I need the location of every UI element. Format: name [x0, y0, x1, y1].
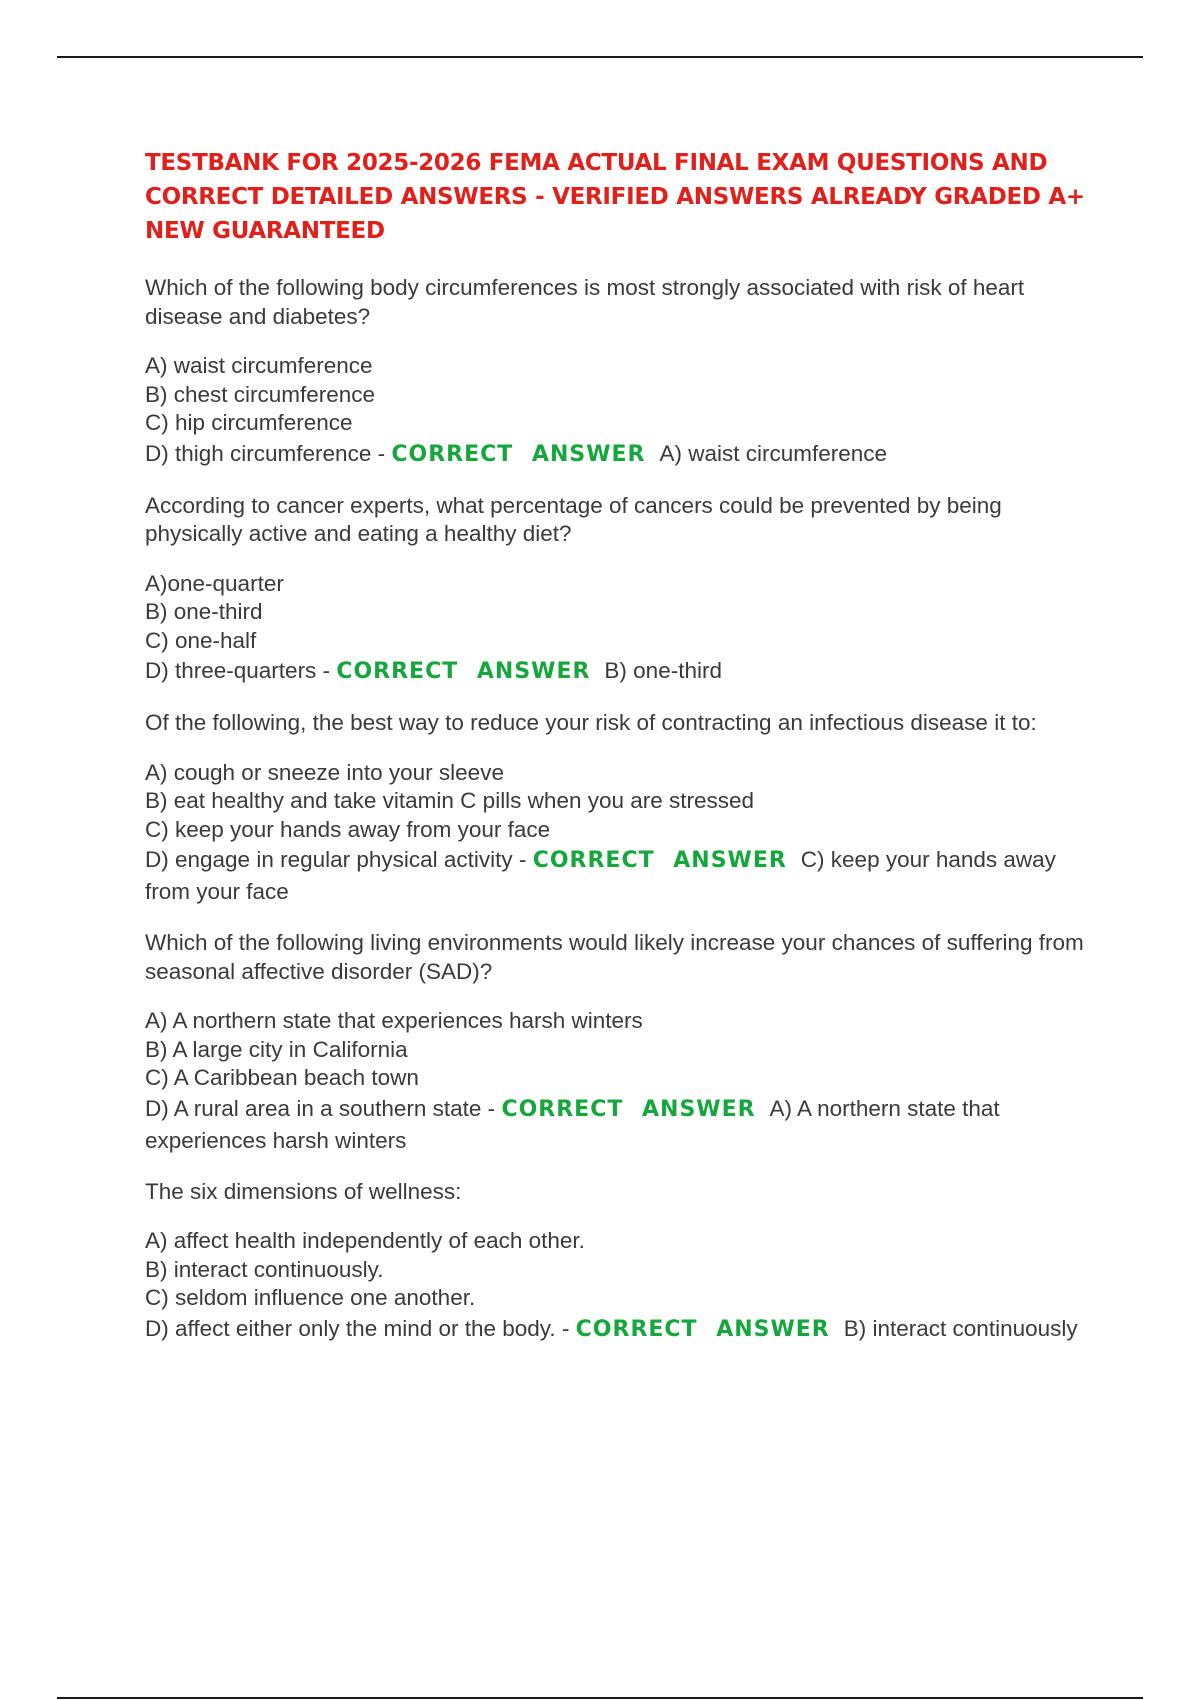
option-b: B) interact continuously. — [145, 1256, 384, 1282]
correct-answer-label: CORRECT ANSWER — [575, 1316, 830, 1342]
question-text: Which of the following living environments would likely increase your chances of suffering from seasonal affective disorder (SAD)? — [145, 930, 1084, 984]
question-block-4 — [145, 929, 1085, 1156]
option-a: A)one-quarter — [145, 570, 284, 596]
question-block-3 — [145, 709, 1085, 907]
option-c: C) A Caribbean beach town — [145, 1065, 419, 1090]
option-a: A) waist circumference — [145, 353, 373, 378]
question-text: Of the following, the best way to reduce your risk of contracting an infectious disease it to: — [145, 710, 1037, 735]
question-text: According to cancer experts, what percentage of cancers could be prevented by being physically active and eating a healthy diet? — [145, 492, 1002, 546]
option-d: D) three-quarters - — [145, 658, 331, 683]
options-list — [145, 1227, 1085, 1345]
correct-answer-label: CORRECT ANSWER — [501, 1096, 756, 1122]
option-d: D) engage in regular physical activity - — [145, 847, 527, 872]
option-c: C) hip circumference — [145, 410, 353, 435]
question-block-2 — [145, 492, 1085, 688]
option-d: D) thigh circumference - — [145, 440, 386, 466]
option-a: A) affect health independently of each other. — [145, 1228, 585, 1253]
correct-answer-label: CORRECT ANSWER — [391, 441, 646, 467]
option-d-with-answer — [145, 1313, 1085, 1345]
answer-text: B) one-third — [604, 658, 722, 683]
question-text: Which of the following body circumferences is most strongly associated with risk of heart disease and diabetes? — [145, 275, 1025, 329]
bottom-rule — [57, 1697, 1143, 1699]
option-d-with-answer — [145, 438, 1085, 470]
options-list — [145, 352, 1085, 470]
option-d: D) affect either only the mind or the body. - — [145, 1315, 570, 1341]
option-c: C) keep your hands away from your face — [145, 816, 551, 842]
correct-answer-label: CORRECT ANSWER — [336, 659, 591, 684]
question-block-1 — [145, 274, 1085, 470]
answer-text: B) interact continuously — [843, 1315, 1078, 1341]
correct-answer-label: CORRECT ANSWER — [532, 848, 787, 873]
options-list — [145, 570, 1085, 688]
option-c: C) seldom influence one another. — [145, 1285, 476, 1310]
answer-text: A) waist circumference — [659, 440, 887, 466]
option-d: D) A rural area in a southern state - — [145, 1095, 496, 1121]
options-list — [145, 759, 1085, 908]
question-text: The six dimensions of wellness: — [145, 1178, 462, 1204]
options-list — [145, 1007, 1085, 1156]
option-b: B) chest circumference — [145, 381, 376, 407]
option-d-with-answer — [145, 655, 1085, 687]
option-d-with-answer — [145, 1093, 1085, 1156]
question-block-5 — [145, 1178, 1085, 1345]
option-b: B) eat healthy and take vitamin C pills when you are stressed — [145, 788, 755, 813]
option-b: B) A large city in California — [145, 1036, 408, 1062]
option-c: C) one-half — [145, 627, 257, 653]
option-d-with-answer — [145, 844, 1085, 907]
option-a: A) A northern state that experiences harsh winters — [145, 1008, 643, 1033]
answer-text: A) A northern state that experiences harsh winters — [145, 1095, 1000, 1153]
answer-text: C) keep your hands away from your face — [145, 847, 1056, 904]
top-rule — [57, 56, 1143, 58]
document-title: TESTBANK FOR 2025-2026 FEMA ACTUAL FINAL EXAM QUESTIONS AND CORRECT DETAILED ANSWERS - VERIFIED ANSWERS ALREADY GRADED A+ NEW GUARANTEED — [145, 150, 1085, 244]
option-a: A) cough or sneeze into your sleeve — [145, 759, 504, 785]
option-b: B) one-third — [145, 599, 263, 624]
document-page — [145, 146, 1085, 1367]
